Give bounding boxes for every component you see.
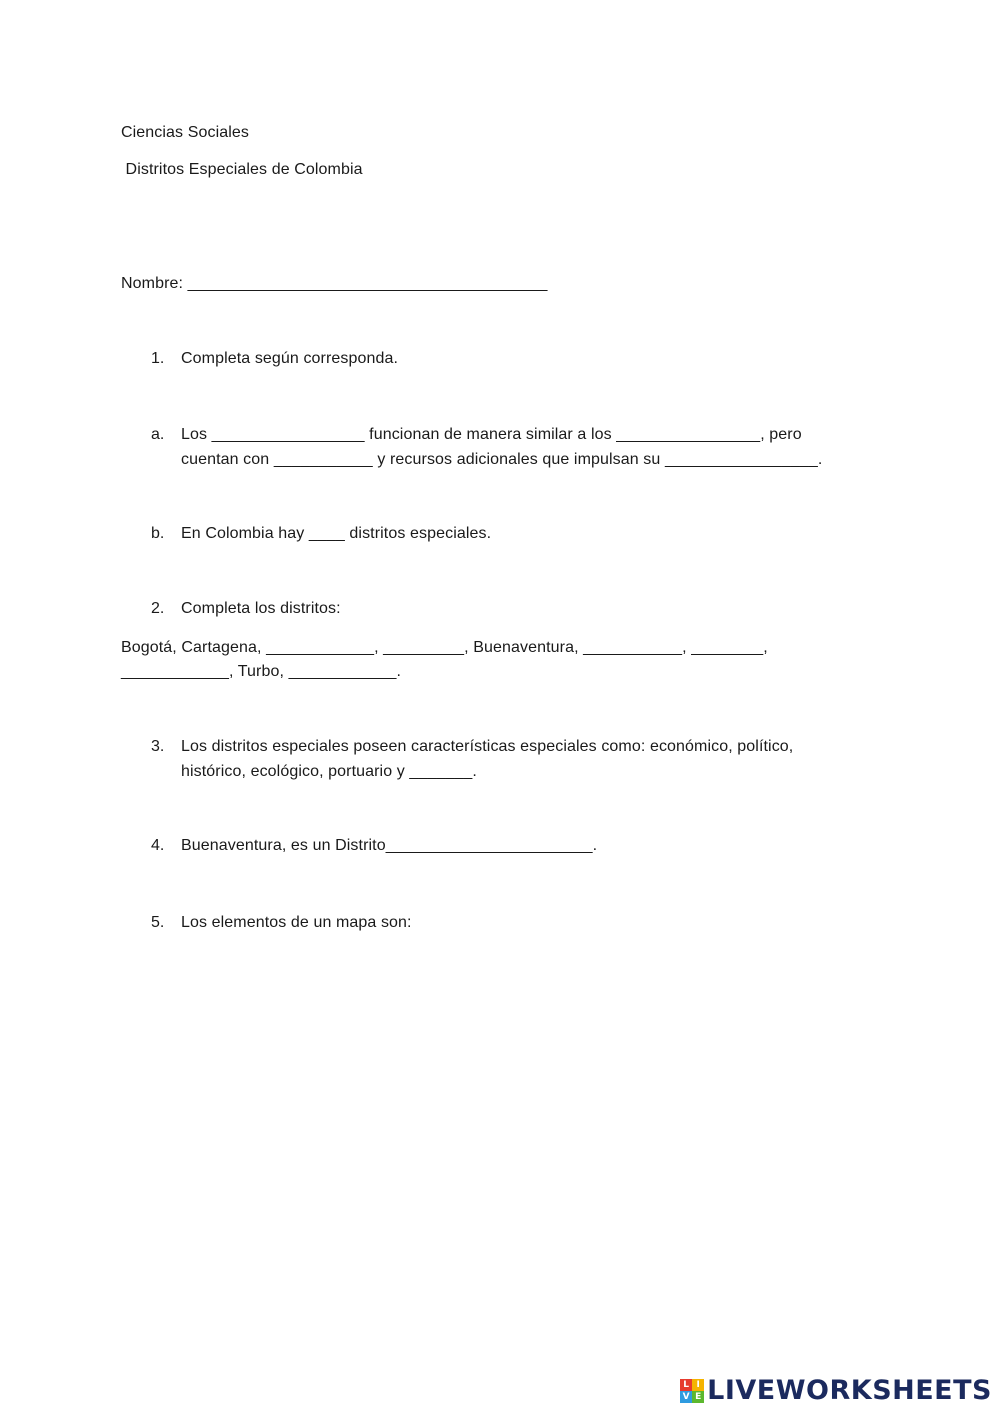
question-1-text: Completa según corresponda. xyxy=(181,350,399,367)
logo-tile-l: L xyxy=(680,1379,692,1391)
worksheet-title: Distritos Especiales de Colombia xyxy=(121,161,363,178)
question-2-line-2[interactable]: ____________, Turbo, ____________. xyxy=(121,663,402,680)
item-b-letter: b. xyxy=(151,525,165,542)
question-2-text: Completa los distritos: xyxy=(181,600,341,617)
question-3-number: 3. xyxy=(151,738,165,755)
question-2-line-1[interactable]: Bogotá, Cartagena, ____________, _________, Buenaventura, ___________, ________, xyxy=(121,639,768,656)
item-b-text[interactable]: En Colombia hay ____ distritos especiales. xyxy=(181,525,492,542)
liveworksheets-wordmark: LIVEWORKSHEETS xyxy=(707,1375,992,1406)
name-field-line[interactable]: Nombre: ________________________________________ xyxy=(121,275,548,292)
question-4-number: 4. xyxy=(151,837,165,854)
logo-tile-v: V xyxy=(680,1391,692,1403)
question-5-number: 5. xyxy=(151,914,165,931)
liveworksheets-logo xyxy=(680,1375,992,1407)
logo-tile-e: E xyxy=(692,1391,704,1403)
item-a-line-1[interactable]: Los _________________ funcionan de manera similar a los ________________, pero xyxy=(181,426,802,443)
question-4-text[interactable]: Buenaventura, es un Distrito_______________________. xyxy=(181,837,598,854)
question-1-number: 1. xyxy=(151,350,165,367)
question-3-line-2[interactable]: histórico, ecológico, portuario y _______. xyxy=(181,763,477,780)
logo-tile-i: I xyxy=(692,1379,704,1391)
item-a-line-2[interactable]: cuentan con ___________ y recursos adicionales que impulsan su _________________. xyxy=(181,451,823,468)
question-3-line-1: Los distritos especiales poseen características especiales como: económico, político, xyxy=(181,738,794,755)
item-a-letter: a. xyxy=(151,426,165,443)
question-2-number: 2. xyxy=(151,600,165,617)
liveworksheets-logo-icon xyxy=(680,1379,704,1403)
question-5-text: Los elementos de un mapa son: xyxy=(181,914,412,931)
subject-label: Ciencias Sociales xyxy=(121,124,249,141)
